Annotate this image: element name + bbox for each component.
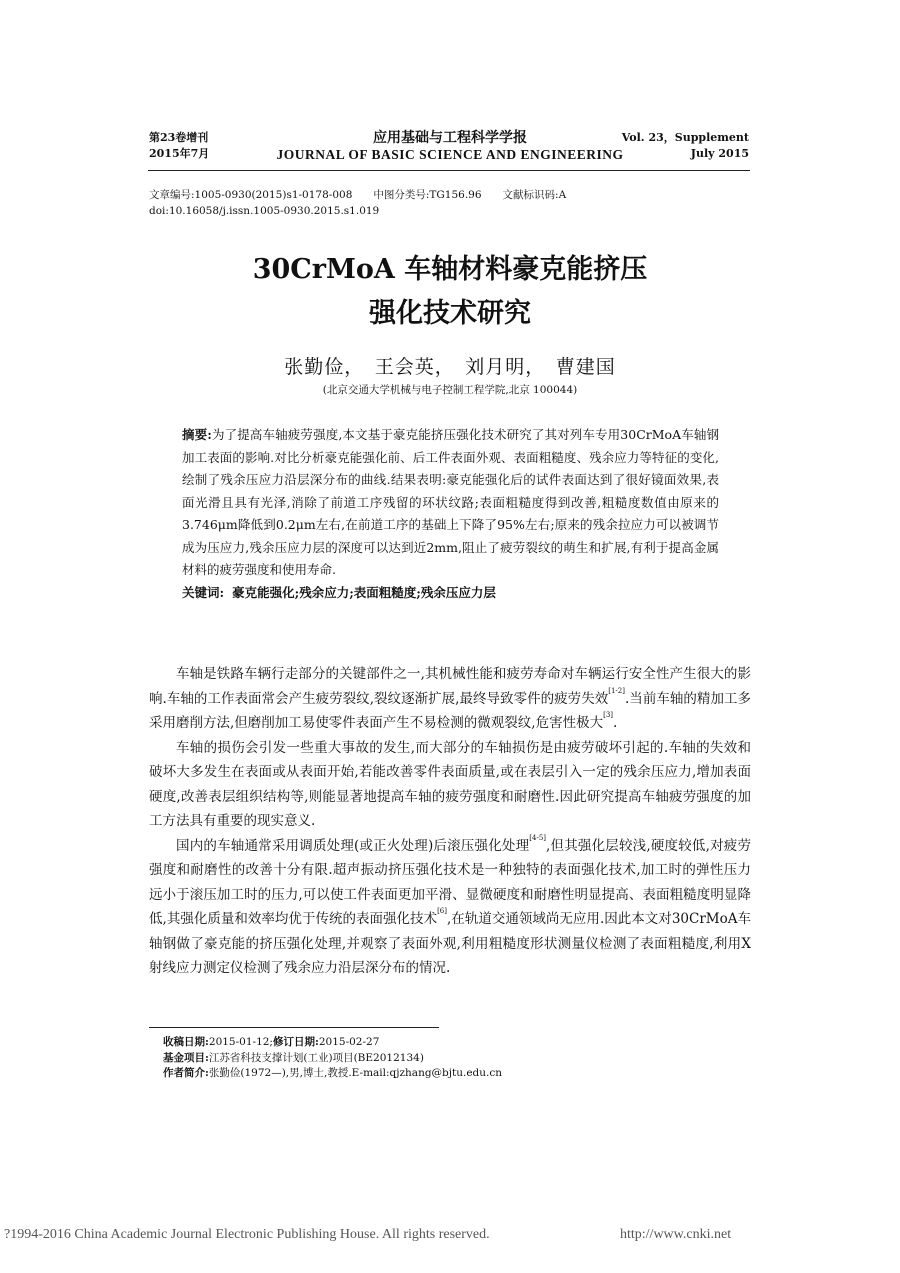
keywords-text: 豪克能强化;残余应力;表面粗糙度;残余压应力层	[232, 584, 496, 600]
funding: 基金项目:江苏省科技支撑计划(工业)项目(BE2012134)	[163, 1051, 424, 1064]
doi: doi:10.16058/j.issn.1005-0930.2015.s1.019	[149, 205, 380, 217]
copyright-notice: ?1994-2016 China Academic Journal Electronic Publishing House. All rights reserved.	[4, 1227, 490, 1242]
journal-title-cn: 应用基础与工程科学学报	[373, 130, 527, 146]
footnotes	[163, 1035, 753, 1082]
keywords	[182, 582, 719, 605]
citation: [4-5]	[529, 833, 547, 842]
abstract-label: 摘要:	[182, 427, 212, 442]
author-bio: 作者简介:张勤俭(1972—),男,博士,教授.E-mail:qjzhang@bjtu.edu.cn	[163, 1067, 503, 1079]
issue-info	[149, 130, 209, 162]
citation: [3]	[603, 711, 614, 719]
keywords-label: 关键词:	[182, 584, 225, 600]
issue-volume: 第23卷增刊	[149, 131, 209, 144]
journal-title-en: JOURNAL OF BASIC SCIENCE AND ENGINEERING	[276, 147, 624, 162]
paragraph-2: 车轴的损伤会引发一些重大事故的发生,而大部分的车轴损伤是由疲劳破坏引起的.车轴的失效和破坏大多发生在表面或从表面开始,若能改善零件表面质量,或在表层引入一定的残余压应力,增加表面硬度,改善表层组织结构等,则能显著地提高车轴的疲劳强度和耐磨性.因此研究提高车轴疲劳强度的加工方法具有重要的现实意义.	[149, 739, 751, 829]
header-rule	[148, 170, 750, 171]
affiliation: (北京交通大学机械与电子控制工程学院,北京 100044)	[322, 384, 578, 396]
title-line-2: 强化技术研究	[369, 298, 531, 329]
volume-number: Vol. 23，Supplement	[621, 131, 749, 144]
paper-title	[150, 248, 750, 336]
received-date: 收稿日期:2015-01-12;修订日期:2015-02-27	[163, 1036, 380, 1048]
volume-info	[600, 130, 749, 162]
volume-date: July 2015	[690, 147, 749, 160]
cnki-link[interactable]: http://www.cnki.net	[620, 1227, 732, 1242]
abstract	[182, 424, 719, 604]
footnote-rule	[149, 1027, 439, 1028]
article-meta	[149, 187, 749, 219]
paragraph-3: 国内的车轴通常采用调质处理(或正火处理)后滚压强化处理[4-5],但其强化层较浅,硬度较低,对疲劳强度和耐磨性的改善十分有限.超声振动挤压强化技术是一种独特的表面强化技术,加工时的弹性压力远小于滚压加工时的压力,可以使工件表面更加平滑、显微硬度和耐磨性明显提高、表面粗糙度明显降低,其强化质量和效率均优于传统的表面强化技术[6],在轨道交通领域尚无应用.因此本文对30CrMoA车轴钢做了豪克能的挤压强化处理,并观察了表面外观,利用粗糙度形状测量仪检测了表面粗糙度,利用X射线应力测定仪检测了残余应力沿层深分布的情况.	[149, 833, 751, 976]
article-numbers: 文章编号:1005-0930(2015)s1-0178-008 中图分类号:TG156.96 文献标识码:A	[149, 189, 567, 201]
citation: [6]	[437, 907, 447, 915]
issue-date: 2015年7月	[149, 147, 210, 160]
title-line-1: 30CrMoA 车轴材料豪克能挤压	[252, 254, 648, 285]
authors: 张勤俭， 王会英， 刘月明， 曹建国	[284, 356, 616, 378]
paragraph-1: 车轴是铁路车辆行走部分的关键部件之一,其机械性能和疲劳寿命对车辆运行安全性产生很大的影响.车轴的工作表面常会产生疲劳裂纹,裂纹逐渐扩展,最终导致零件的疲劳失效[1-2].当前车轴的精加工多采用磨削方法,但磨削加工易使零件表面产生不易检测的微观裂纹,危害性极大[3].	[149, 666, 751, 731]
abstract-text: 为了提高车轴疲劳强度,本文基于豪克能挤压强化技术研究了其对列车专用30CrMoA车轴钢加工表面的影响.对比分析豪克能强化前、后工件表面外观、表面粗糙度、残余应力等特征的变化,绘制了残余压应力沿层深分布的曲线.结果表明:豪克能强化后的试件表面达到了很好镜面效果,表面光滑且具有光泽,消除了前道工序残留的环状纹路;表面粗糙度得到改善,粗糙度数值由原来的3.746μm降低到0.2μm左右,在前道工序的基础上下降了95%左右;原来的残余拉应力可以被调节成为压应力,残余压应力层的深度可以达到近2mm,阻止了疲劳裂纹的萌生和扩展,有利于提高金属材料的疲劳强度和使用寿命.	[182, 427, 719, 577]
citation: [1-2]	[608, 686, 625, 695]
body-text	[149, 662, 751, 981]
